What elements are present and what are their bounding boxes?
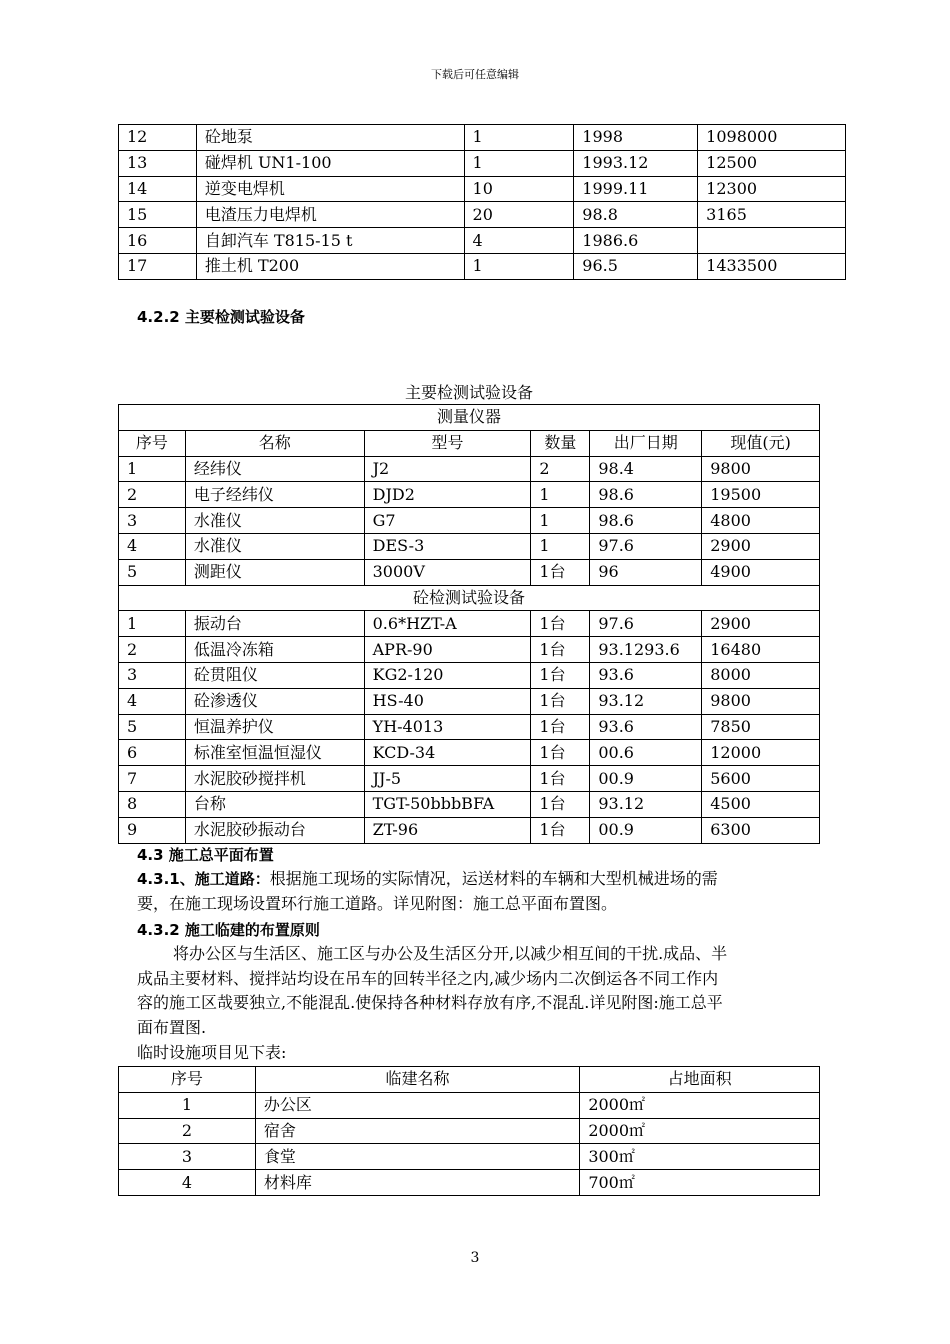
table-row: 15 电渣压力电焊机 20 98.8 3165 <box>119 202 846 228</box>
temp-facilities-table <box>118 1066 820 1196</box>
table-row: 17 推土机 T200 1 96.5 1433500 <box>119 253 846 279</box>
table-row: 9 水泥胶砂振动台 ZT-96 1台 00.9 6300 <box>119 817 820 843</box>
table-row: 3 食堂 300㎡ <box>119 1144 820 1170</box>
section-4-3-1 <box>137 867 837 916</box>
group-row: 砼检测试验设备 <box>119 585 820 611</box>
table-row: 5 测距仪 3000V 1台 96 4900 <box>119 559 820 585</box>
header-note: 下载后可任意编辑 <box>431 68 519 81</box>
paragraph-line: 成品主要材料、搅拌站均设在吊车的回转半径之内,减少场内二次倒运各不同工作内 <box>137 968 719 988</box>
page-number: 3 <box>470 1250 480 1266</box>
header-row: 序号 临建名称 占地面积 <box>119 1067 820 1093</box>
section-4-3-1-line1: 4.3.1、施工道路：根据施工现场的实际情况，运送材料的车辆和大型机械进场的需 <box>137 869 718 888</box>
table-row: 7 水泥胶砂搅拌机 JJ-5 1台 00.9 5600 <box>119 766 820 792</box>
table-row: 16 自卸汽车 T815-15 t 4 1986.6 <box>119 228 846 254</box>
table-row: 3 砼贯阻仪 KG2-120 1台 93.6 8000 <box>119 662 820 688</box>
test-equipment-table <box>118 404 820 844</box>
section-heading-4-2-2: 4.2.2 主要检测试验设备 <box>137 308 305 326</box>
paragraph-line: 面布置图. <box>137 1017 207 1037</box>
table-row: 1 办公区 2000㎡ <box>119 1092 820 1118</box>
header-row: 序号 名称 型号 数量 出厂日期 现值(元) <box>119 430 820 456</box>
table-row: 1 经纬仪 J2 2 98.4 9800 <box>119 456 820 482</box>
table-row: 4 水准仪 DES-3 1 97.6 2900 <box>119 533 820 559</box>
paragraph-line: 容的施工区哉要独立,不能混乱.使保持各种材料存放有序,不混乱.详见附图:施工总平 <box>137 993 723 1012</box>
group-row: 测量仪器 <box>119 405 820 431</box>
equipment-table <box>118 124 846 280</box>
section-4-3-1-label: 4.3.1、施工道路： <box>137 870 270 888</box>
section-4-3-2-body <box>137 942 837 1040</box>
temp-table-intro: 临时设施项目见下表: <box>137 1043 287 1062</box>
table-row: 2 低温冷冻箱 APR-90 1台 93.1293.6 16480 <box>119 637 820 663</box>
table-row: 12 砼地泵 1 1998 1098000 <box>119 125 846 151</box>
table-row: 6 标准室恒温恒湿仪 KCD-34 1台 00.6 12000 <box>119 740 820 766</box>
table-row: 14 逆变电焊机 10 1999.11 12300 <box>119 176 846 202</box>
section-heading-4-3: 4.3 施工总平面布置 <box>137 846 274 864</box>
table-row: 2 电子经纬仪 DJD2 1 98.6 19500 <box>119 482 820 508</box>
table-row: 2 宿舍 2000㎡ <box>119 1118 820 1144</box>
table-row: 4 砼渗透仪 HS-40 1台 93.12 9800 <box>119 688 820 714</box>
table-row: 1 振动台 0.6*HZT-A 1台 97.6 2900 <box>119 611 820 637</box>
table-row: 4 材料库 700㎡ <box>119 1170 820 1196</box>
table-row: 13 碰焊机 UN1-100 1 1993.12 12500 <box>119 150 846 176</box>
section-heading-4-3-2: 4.3.2 施工临建的布置原则 <box>137 921 320 939</box>
table-row: 3 水准仪 G7 1 98.6 4800 <box>119 508 820 534</box>
table-row: 5 恒温养护仪 YH-4013 1台 93.6 7850 <box>119 714 820 740</box>
section-4-3-1-line2: 要，在施工现场设置环行施工道路。详见附图：施工总平面布置图。 <box>137 893 618 913</box>
table-row: 8 台称 TGT-50bbbBFA 1台 93.12 4500 <box>119 791 820 817</box>
table-caption: 主要检测试验设备 <box>404 383 533 402</box>
paragraph-line: 将办公区与生活区、施工区与办公及生活区分开,以减少相互间的干扰.成品、半 <box>173 944 728 963</box>
